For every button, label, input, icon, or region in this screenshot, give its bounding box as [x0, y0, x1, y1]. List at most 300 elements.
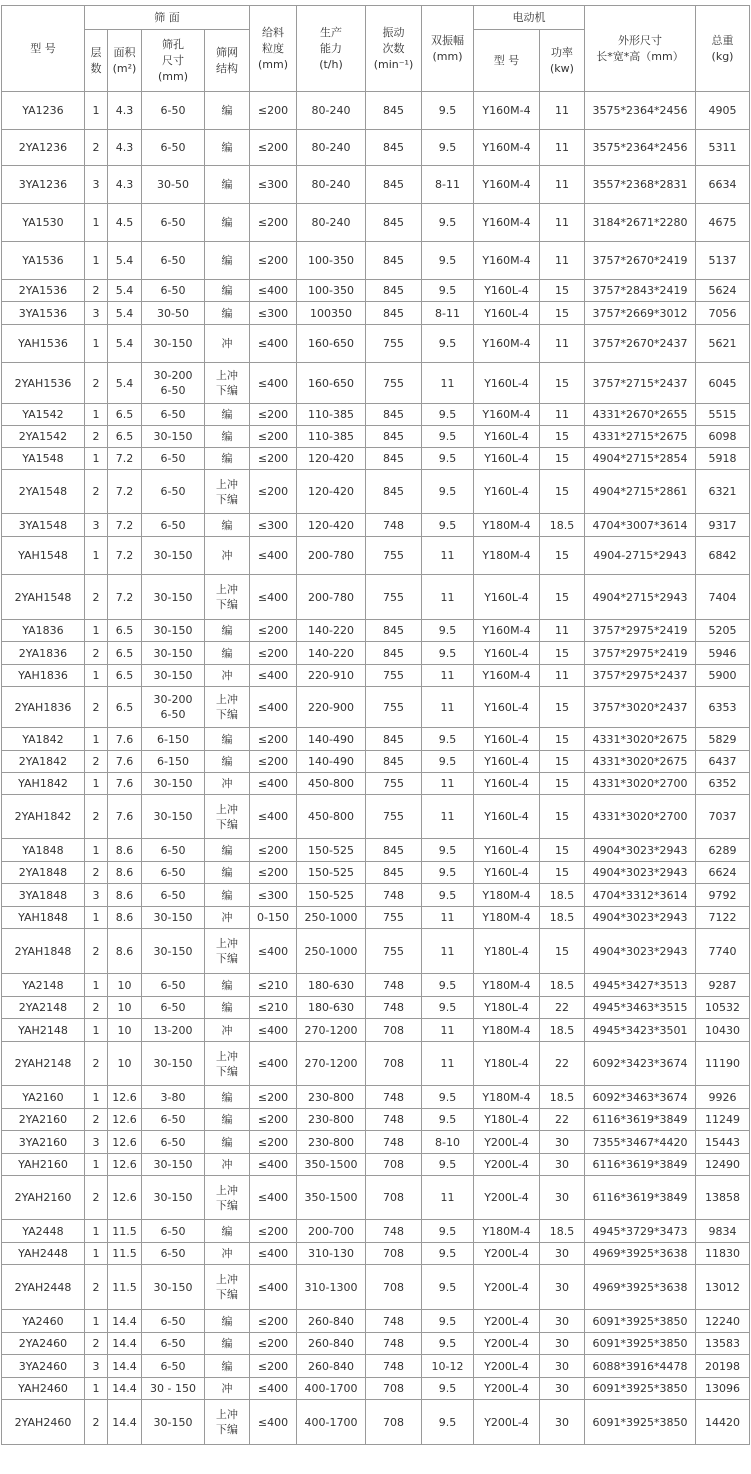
cell-layers: 2 [85, 795, 108, 839]
cell-power: 11 [540, 130, 585, 166]
cell-dimensions: 6091*3925*3850 [585, 1333, 696, 1355]
cell-vibration-freq: 708 [366, 1042, 422, 1086]
cell-layers: 2 [85, 470, 108, 514]
cell-motor-model: Y180M-4 [474, 537, 540, 575]
cell-dimensions: 6088*3916*4478 [585, 1355, 696, 1378]
cell-weight: 11249 [696, 1109, 750, 1131]
cell-motor-model: Y180M-4 [474, 514, 540, 537]
cell-motor-model: Y160L-4 [474, 575, 540, 620]
cell-dimensions: 4331*2670*2655 [585, 404, 696, 426]
cell-feed-size: ≤200 [250, 1220, 297, 1243]
header-model: 型 号 [2, 6, 85, 92]
cell-mesh-structure: 上冲 下编 [205, 1042, 250, 1086]
cell-capacity: 230-800 [297, 1131, 366, 1154]
cell-motor-model: Y160L-4 [474, 448, 540, 470]
cell-feed-size: ≤200 [250, 204, 297, 242]
cell-weight: 4905 [696, 92, 750, 130]
cell-power: 15 [540, 426, 585, 448]
cell-area: 7.6 [108, 728, 142, 751]
cell-motor-model: Y180L-4 [474, 929, 540, 974]
cell-dimensions: 4904*2715*2861 [585, 470, 696, 514]
cell-vibration-freq: 845 [366, 426, 422, 448]
cell-weight: 9287 [696, 974, 750, 997]
cell-dimensions: 4945*3427*3513 [585, 974, 696, 997]
cell-capacity: 200-780 [297, 575, 366, 620]
cell-area: 12.6 [108, 1086, 142, 1109]
table-row [2, 448, 750, 470]
cell-double-amplitude: 10-12 [422, 1355, 474, 1378]
cell-mesh-size: 3-80 [142, 1086, 205, 1109]
cell-area: 7.2 [108, 575, 142, 620]
cell-double-amplitude: 9.5 [422, 839, 474, 862]
cell-dimensions: 3757*2669*3012 [585, 302, 696, 325]
table-row [2, 302, 750, 325]
cell-capacity: 140-490 [297, 751, 366, 773]
cell-model: YAH1536 [2, 325, 85, 363]
cell-capacity: 150-525 [297, 884, 366, 907]
cell-vibration-freq: 845 [366, 92, 422, 130]
cell-area: 14.4 [108, 1355, 142, 1378]
cell-dimensions: 3757*2670*2437 [585, 325, 696, 363]
cell-mesh-size: 6-50 [142, 974, 205, 997]
cell-power: 15 [540, 839, 585, 862]
cell-vibration-freq: 845 [366, 862, 422, 884]
cell-area: 4.3 [108, 166, 142, 204]
cell-vibration-freq: 708 [366, 1176, 422, 1220]
cell-vibration-freq: 748 [366, 1131, 422, 1154]
cell-weight: 11190 [696, 1042, 750, 1086]
cell-capacity: 120-420 [297, 448, 366, 470]
cell-power: 11 [540, 404, 585, 426]
cell-motor-model: Y160L-4 [474, 642, 540, 665]
cell-power: 11 [540, 166, 585, 204]
cell-vibration-freq: 845 [366, 620, 422, 642]
cell-motor-model: Y180L-4 [474, 1109, 540, 1131]
header-vibration-unit: (min⁻¹) [373, 57, 414, 71]
cell-area: 4.3 [108, 92, 142, 130]
cell-layers: 2 [85, 575, 108, 620]
table-row [2, 1109, 750, 1131]
cell-dimensions: 7355*3467*4420 [585, 1131, 696, 1154]
cell-model: YA2460 [2, 1310, 85, 1333]
cell-layers: 2 [85, 363, 108, 404]
cell-capacity: 120-420 [297, 470, 366, 514]
cell-capacity: 450-800 [297, 795, 366, 839]
cell-capacity: 100350 [297, 302, 366, 325]
table-row [2, 642, 750, 665]
cell-vibration-freq: 845 [366, 751, 422, 773]
table-row [2, 575, 750, 620]
cell-mesh-size: 6-50 [142, 1355, 205, 1378]
cell-mesh-size: 30-150 [142, 537, 205, 575]
table-row [2, 1086, 750, 1109]
cell-vibration-freq: 755 [366, 929, 422, 974]
cell-model: 3YA1536 [2, 302, 85, 325]
cell-double-amplitude: 9.5 [422, 997, 474, 1019]
table-body [2, 92, 750, 1445]
cell-model: YA2448 [2, 1220, 85, 1243]
cell-power: 15 [540, 537, 585, 575]
cell-double-amplitude: 9.5 [422, 92, 474, 130]
table-row [2, 537, 750, 575]
cell-mesh-structure: 上冲 下编 [205, 795, 250, 839]
cell-layers: 1 [85, 620, 108, 642]
cell-area: 12.6 [108, 1109, 142, 1131]
cell-dimensions: 6092*3463*3674 [585, 1086, 696, 1109]
cell-dimensions: 4969*3925*3638 [585, 1265, 696, 1310]
cell-feed-size: ≤200 [250, 839, 297, 862]
cell-motor-model: Y160L-4 [474, 426, 540, 448]
cell-vibration-freq: 708 [366, 1154, 422, 1176]
cell-feed-size: ≤400 [250, 773, 297, 795]
cell-weight: 6353 [696, 687, 750, 728]
cell-mesh-structure: 冲 [205, 537, 250, 575]
cell-capacity: 250-1000 [297, 929, 366, 974]
cell-mesh-structure: 上冲 下编 [205, 1265, 250, 1310]
cell-double-amplitude: 11 [422, 795, 474, 839]
table-row [2, 470, 750, 514]
cell-dimensions: 3757*2975*2419 [585, 642, 696, 665]
cell-mesh-structure: 编 [205, 1355, 250, 1378]
cell-feed-size: ≤400 [250, 687, 297, 728]
cell-motor-model: Y200L-4 [474, 1154, 540, 1176]
cell-mesh-structure: 编 [205, 204, 250, 242]
cell-model: YAH1836 [2, 665, 85, 687]
cell-weight: 13012 [696, 1265, 750, 1310]
cell-power: 22 [540, 1109, 585, 1131]
cell-mesh-structure: 编 [205, 728, 250, 751]
table-row [2, 514, 750, 537]
cell-vibration-freq: 845 [366, 242, 422, 280]
cell-vibration-freq: 755 [366, 795, 422, 839]
cell-feed-size: ≤400 [250, 1176, 297, 1220]
cell-mesh-size: 30-150 [142, 795, 205, 839]
cell-weight: 11830 [696, 1243, 750, 1265]
cell-area: 14.4 [108, 1310, 142, 1333]
cell-capacity: 200-780 [297, 537, 366, 575]
cell-motor-model: Y160L-4 [474, 728, 540, 751]
cell-motor-model: Y180M-4 [474, 884, 540, 907]
cell-motor-model: Y200L-4 [474, 1333, 540, 1355]
cell-power: 11 [540, 620, 585, 642]
cell-motor-model: Y160L-4 [474, 302, 540, 325]
cell-layers: 1 [85, 325, 108, 363]
cell-mesh-size: 30-150 [142, 1265, 205, 1310]
cell-feed-size: ≤200 [250, 92, 297, 130]
cell-model: 2YAH2160 [2, 1176, 85, 1220]
cell-area: 5.4 [108, 363, 142, 404]
header-power: 功率 (kw) [540, 30, 585, 92]
cell-mesh-size: 30-150 [142, 665, 205, 687]
cell-feed-size: ≤400 [250, 1400, 297, 1445]
cell-mesh-size: 6-50 [142, 448, 205, 470]
cell-capacity: 110-385 [297, 426, 366, 448]
cell-feed-size: ≤200 [250, 1355, 297, 1378]
header-double-amplitude: 双振幅 (mm) [422, 6, 474, 92]
cell-dimensions: 4331*3020*2675 [585, 728, 696, 751]
cell-capacity: 80-240 [297, 130, 366, 166]
cell-vibration-freq: 845 [366, 204, 422, 242]
cell-layers: 2 [85, 862, 108, 884]
cell-model: 2YA2148 [2, 997, 85, 1019]
cell-mesh-size: 30-200 6-50 [142, 687, 205, 728]
cell-mesh-structure: 冲 [205, 325, 250, 363]
cell-layers: 1 [85, 665, 108, 687]
cell-feed-size: ≤200 [250, 751, 297, 773]
cell-weight: 7056 [696, 302, 750, 325]
cell-mesh-structure: 编 [205, 997, 250, 1019]
cell-vibration-freq: 845 [366, 642, 422, 665]
cell-area: 14.4 [108, 1400, 142, 1445]
cell-mesh-size: 30-200 6-50 [142, 363, 205, 404]
table-row [2, 404, 750, 426]
cell-power: 30 [540, 1378, 585, 1400]
cell-model: YA1536 [2, 242, 85, 280]
cell-capacity: 270-1200 [297, 1042, 366, 1086]
table-row [2, 1400, 750, 1445]
cell-capacity: 450-800 [297, 773, 366, 795]
cell-mesh-size: 30-150 [142, 907, 205, 929]
cell-weight: 6352 [696, 773, 750, 795]
cell-vibration-freq: 845 [366, 130, 422, 166]
cell-area: 7.6 [108, 795, 142, 839]
cell-feed-size: ≤200 [250, 242, 297, 280]
cell-power: 11 [540, 665, 585, 687]
table-row [2, 907, 750, 929]
cell-area: 4.3 [108, 130, 142, 166]
cell-motor-model: Y200L-4 [474, 1265, 540, 1310]
cell-layers: 1 [85, 448, 108, 470]
cell-vibration-freq: 708 [366, 1400, 422, 1445]
cell-capacity: 350-1500 [297, 1176, 366, 1220]
cell-motor-model: Y200L-4 [474, 1378, 540, 1400]
table-row [2, 795, 750, 839]
cell-vibration-freq: 748 [366, 1086, 422, 1109]
cell-dimensions: 4331*3020*2700 [585, 795, 696, 839]
table-row [2, 426, 750, 448]
cell-power: 30 [540, 1265, 585, 1310]
cell-capacity: 110-385 [297, 404, 366, 426]
table-row [2, 687, 750, 728]
cell-double-amplitude: 8-11 [422, 302, 474, 325]
cell-feed-size: ≤200 [250, 862, 297, 884]
cell-vibration-freq: 708 [366, 1265, 422, 1310]
cell-area: 10 [108, 1042, 142, 1086]
table-row [2, 1131, 750, 1154]
cell-double-amplitude: 9.5 [422, 470, 474, 514]
cell-dimensions: 4969*3925*3638 [585, 1243, 696, 1265]
cell-layers: 2 [85, 642, 108, 665]
cell-feed-size: ≤400 [250, 325, 297, 363]
cell-layers: 3 [85, 1131, 108, 1154]
cell-power: 18.5 [540, 514, 585, 537]
cell-capacity: 150-525 [297, 839, 366, 862]
cell-capacity: 180-630 [297, 974, 366, 997]
cell-layers: 1 [85, 974, 108, 997]
cell-layers: 1 [85, 92, 108, 130]
cell-mesh-size: 6-50 [142, 1109, 205, 1131]
cell-feed-size: 0-150 [250, 907, 297, 929]
cell-mesh-size: 6-50 [142, 130, 205, 166]
header-vibration-label: 振动 次数 [382, 25, 405, 55]
cell-model: YA1236 [2, 92, 85, 130]
cell-weight: 6098 [696, 426, 750, 448]
cell-layers: 2 [85, 997, 108, 1019]
cell-vibration-freq: 845 [366, 280, 422, 302]
cell-motor-model: Y160L-4 [474, 795, 540, 839]
cell-mesh-size: 6-50 [142, 862, 205, 884]
cell-dimensions: 3757*2975*2437 [585, 665, 696, 687]
table-row [2, 839, 750, 862]
cell-layers: 3 [85, 884, 108, 907]
cell-area: 5.4 [108, 325, 142, 363]
cell-layers: 1 [85, 1378, 108, 1400]
cell-feed-size: ≤400 [250, 1019, 297, 1042]
cell-layers: 2 [85, 280, 108, 302]
header-area-label: 面积 [113, 45, 136, 59]
cell-feed-size: ≤200 [250, 1086, 297, 1109]
table-header [2, 6, 750, 92]
cell-feed-size: ≤200 [250, 1131, 297, 1154]
cell-model: YA1530 [2, 204, 85, 242]
cell-double-amplitude: 9.5 [422, 620, 474, 642]
cell-feed-size: ≤210 [250, 974, 297, 997]
cell-vibration-freq: 748 [366, 1333, 422, 1355]
cell-model: 2YA1842 [2, 751, 85, 773]
cell-dimensions: 3184*2671*2280 [585, 204, 696, 242]
cell-mesh-structure: 编 [205, 514, 250, 537]
cell-mesh-size: 30-50 [142, 166, 205, 204]
cell-area: 6.5 [108, 642, 142, 665]
cell-double-amplitude: 9.5 [422, 1265, 474, 1310]
cell-layers: 1 [85, 1310, 108, 1333]
cell-double-amplitude: 11 [422, 1019, 474, 1042]
cell-weight: 5137 [696, 242, 750, 280]
cell-double-amplitude: 9.5 [422, 204, 474, 242]
cell-motor-model: Y160L-4 [474, 470, 540, 514]
cell-dimensions: 6091*3925*3850 [585, 1310, 696, 1333]
table-row [2, 862, 750, 884]
cell-layers: 2 [85, 1265, 108, 1310]
cell-double-amplitude: 9.5 [422, 1378, 474, 1400]
cell-weight: 12240 [696, 1310, 750, 1333]
cell-layers: 3 [85, 302, 108, 325]
cell-weight: 5918 [696, 448, 750, 470]
cell-feed-size: ≤200 [250, 728, 297, 751]
cell-layers: 1 [85, 773, 108, 795]
table-row [2, 1220, 750, 1243]
cell-mesh-size: 6-50 [142, 514, 205, 537]
cell-motor-model: Y160L-4 [474, 751, 540, 773]
cell-weight: 7037 [696, 795, 750, 839]
cell-area: 12.6 [108, 1131, 142, 1154]
cell-power: 30 [540, 1131, 585, 1154]
cell-mesh-structure: 编 [205, 242, 250, 280]
cell-mesh-structure: 编 [205, 1086, 250, 1109]
cell-model: 2YA1836 [2, 642, 85, 665]
cell-motor-model: Y160L-4 [474, 862, 540, 884]
header-mesh-size: 筛孔 尺寸 (mm) [142, 30, 205, 92]
cell-area: 6.5 [108, 404, 142, 426]
cell-area: 7.2 [108, 514, 142, 537]
cell-dimensions: 4904*3023*2943 [585, 839, 696, 862]
cell-vibration-freq: 755 [366, 773, 422, 795]
cell-power: 15 [540, 302, 585, 325]
cell-weight: 5624 [696, 280, 750, 302]
cell-capacity: 160-650 [297, 325, 366, 363]
cell-vibration-freq: 748 [366, 1355, 422, 1378]
cell-vibration-freq: 748 [366, 1109, 422, 1131]
cell-dimensions: 4904*3023*2943 [585, 907, 696, 929]
cell-area: 11.5 [108, 1243, 142, 1265]
cell-weight: 12490 [696, 1154, 750, 1176]
table-row [2, 1310, 750, 1333]
cell-layers: 3 [85, 1355, 108, 1378]
cell-layers: 1 [85, 1243, 108, 1265]
cell-motor-model: Y160M-4 [474, 92, 540, 130]
cell-mesh-size: 30-150 [142, 642, 205, 665]
cell-double-amplitude: 9.5 [422, 862, 474, 884]
cell-capacity: 80-240 [297, 204, 366, 242]
cell-capacity: 400-1700 [297, 1378, 366, 1400]
cell-dimensions: 6091*3925*3850 [585, 1400, 696, 1445]
cell-capacity: 270-1200 [297, 1019, 366, 1042]
cell-power: 15 [540, 575, 585, 620]
table-row [2, 974, 750, 997]
cell-mesh-structure: 上冲 下编 [205, 687, 250, 728]
cell-layers: 1 [85, 907, 108, 929]
cell-capacity: 220-900 [297, 687, 366, 728]
table-row [2, 620, 750, 642]
cell-vibration-freq: 845 [366, 404, 422, 426]
cell-mesh-structure: 编 [205, 280, 250, 302]
table-row [2, 1243, 750, 1265]
cell-area: 10 [108, 997, 142, 1019]
header-screen-group: 筛 面 [85, 6, 250, 30]
cell-double-amplitude: 9.5 [422, 1109, 474, 1131]
cell-double-amplitude: 9.5 [422, 1400, 474, 1445]
cell-capacity: 230-800 [297, 1109, 366, 1131]
cell-double-amplitude: 9.5 [422, 242, 474, 280]
cell-weight: 6321 [696, 470, 750, 514]
cell-area: 10 [108, 1019, 142, 1042]
header-layers: 层 数 [85, 30, 108, 92]
cell-model: YAH2160 [2, 1154, 85, 1176]
cell-mesh-structure: 编 [205, 620, 250, 642]
cell-weight: 13096 [696, 1378, 750, 1400]
cell-mesh-size: 30-150 [142, 1042, 205, 1086]
cell-area: 10 [108, 974, 142, 997]
cell-mesh-size: 30-150 [142, 1176, 205, 1220]
cell-capacity: 230-800 [297, 1086, 366, 1109]
cell-double-amplitude: 9.5 [422, 1243, 474, 1265]
cell-power: 18.5 [540, 1086, 585, 1109]
cell-vibration-freq: 748 [366, 1310, 422, 1333]
cell-layers: 2 [85, 687, 108, 728]
cell-weight: 5515 [696, 404, 750, 426]
cell-area: 12.6 [108, 1176, 142, 1220]
cell-motor-model: Y200L-4 [474, 1243, 540, 1265]
cell-area: 7.6 [108, 751, 142, 773]
cell-weight: 6634 [696, 166, 750, 204]
cell-feed-size: ≤400 [250, 280, 297, 302]
cell-power: 30 [540, 1400, 585, 1445]
cell-vibration-freq: 748 [366, 514, 422, 537]
cell-weight: 5205 [696, 620, 750, 642]
cell-dimensions: 4904*3023*2943 [585, 862, 696, 884]
cell-motor-model: Y160L-4 [474, 839, 540, 862]
cell-mesh-size: 30-150 [142, 575, 205, 620]
